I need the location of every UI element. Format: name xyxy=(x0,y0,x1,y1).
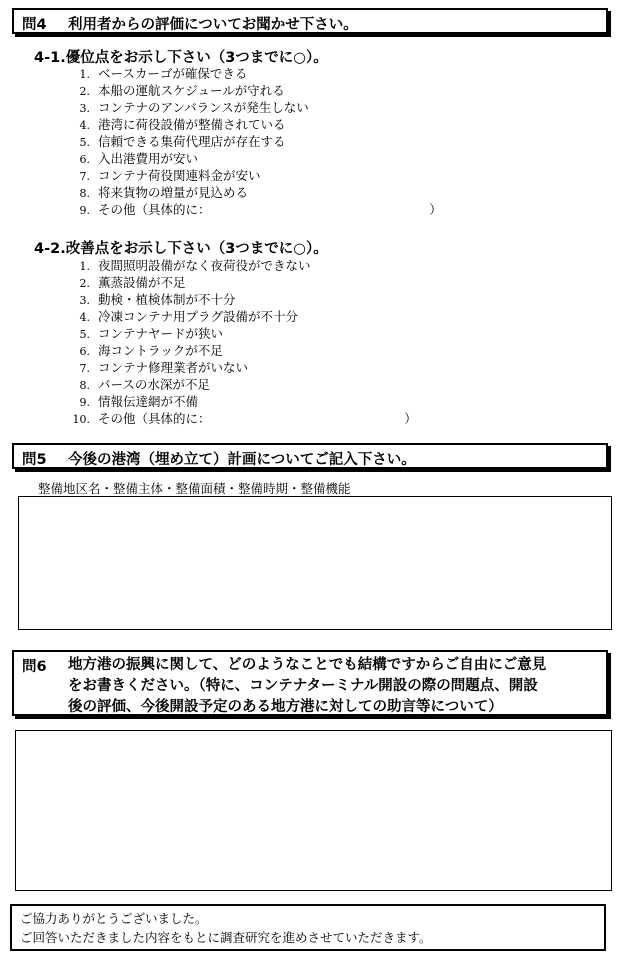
item-text: 薫蒸設備が不足 xyxy=(98,275,186,290)
list-item[interactable] xyxy=(60,410,417,427)
item-text: コンテナのアンバランスが発生しない xyxy=(98,100,309,115)
question-line: をお書きください。（特に、コンテナターミナル開設の際の問題点、開設 xyxy=(68,678,538,694)
free-opinion-answer-box[interactable] xyxy=(15,730,612,891)
subquestion-4-2-heading: 4-2.改善点をお示し下さい（3つまでに○）。 xyxy=(34,241,328,257)
list-item[interactable] xyxy=(60,184,442,201)
closing-line: ご協力ありがとうございました。 xyxy=(20,911,208,926)
list-item[interactable] xyxy=(60,201,442,218)
item-text: 動検・植検体制が不十分 xyxy=(98,292,236,307)
item-text: 将来貨物の増量が見込める xyxy=(98,185,249,200)
answer-field-label: 整備地区名・整備主体・整備面積・整備時期・整備機能 xyxy=(38,481,351,496)
subquestion-4-1-heading: 4-1.優位点をお示し下さい（3つまでに○）。 xyxy=(34,50,328,66)
item-number: 9. xyxy=(79,204,90,217)
item-number: 1. xyxy=(79,260,90,273)
list-item[interactable] xyxy=(60,116,442,133)
list-item[interactable] xyxy=(60,65,442,82)
item-text: コンテナ荷役関連料金が安い xyxy=(98,168,261,183)
item-number: 4. xyxy=(79,119,90,132)
item-number: 8. xyxy=(79,187,90,200)
item-text: 冷凍コンテナ用プラグ設備が不十分 xyxy=(98,309,299,324)
list-item[interactable] xyxy=(60,150,442,167)
item-number: 3. xyxy=(79,294,90,307)
question-line: 後の評価、今後開設予定のある地方港に対しての助言等について） xyxy=(68,699,503,715)
item-number: 5. xyxy=(79,328,90,341)
item-text: 情報伝達網が不備 xyxy=(98,394,199,409)
item-number: 6. xyxy=(79,153,90,166)
port-plan-answer-box[interactable] xyxy=(18,496,612,630)
item-number: 10. xyxy=(72,413,90,426)
closing-note xyxy=(10,904,606,951)
item-text: 港湾に荷役設備が整備されている xyxy=(98,117,286,132)
item-text: 海コントラックが不足 xyxy=(98,343,223,358)
list-item[interactable] xyxy=(60,82,442,99)
item-text: 信頼できる集荷代理店が存在する xyxy=(98,134,286,149)
item-text: バースの水深が不足 xyxy=(98,377,210,392)
item-number: 5. xyxy=(79,136,90,149)
list-item[interactable] xyxy=(60,359,417,376)
closing-line: ご回答いただきました内容をもとに調査研究を進めさせていただきます。 xyxy=(20,930,432,945)
list-item[interactable] xyxy=(60,99,442,116)
item-number: 9. xyxy=(79,396,90,409)
item-text: 本船の運航スケジュールが守れる xyxy=(98,83,285,98)
question-title: 今後の港湾（埋め立て）計画についてご記入下さい。 xyxy=(68,452,416,468)
question-text xyxy=(68,655,598,718)
question-line: 地方港の振興に関して、どのようなことでも結構ですからご自由にご意見 xyxy=(68,657,547,673)
item-number: 8. xyxy=(79,379,90,392)
question-number: 問4 xyxy=(22,17,47,33)
item-text: ベースカーゴが確保できる xyxy=(98,66,248,81)
list-item[interactable] xyxy=(60,167,442,184)
list-item[interactable] xyxy=(60,274,417,291)
list-item[interactable] xyxy=(60,308,417,325)
item-number: 2. xyxy=(79,277,90,290)
question-4-header xyxy=(12,8,608,34)
item-number: 2. xyxy=(79,85,90,98)
list-item[interactable] xyxy=(60,291,417,308)
list-item[interactable] xyxy=(60,342,417,359)
improvements-list xyxy=(60,257,417,427)
item-number: 6. xyxy=(79,345,90,358)
item-number: 7. xyxy=(79,170,90,183)
list-item[interactable] xyxy=(60,376,417,393)
item-text: コンテナ修理業者がいない xyxy=(98,360,249,375)
question-6-header xyxy=(12,650,608,716)
question-title: 利用者からの評価についてお聞かせ下さい。 xyxy=(68,17,358,33)
question-number: 問5 xyxy=(22,452,47,468)
item-number: 1. xyxy=(79,68,90,81)
item-text: コンテナヤードが狭い xyxy=(98,326,224,341)
item-number: 3. xyxy=(79,102,90,115)
item-text: 夜間照明設備がなく夜荷役ができない xyxy=(98,258,311,273)
item-text: 入出港費用が安い xyxy=(98,151,199,166)
question-number: 問6 xyxy=(22,659,47,675)
question-5-header xyxy=(12,443,608,469)
item-number: 4. xyxy=(79,311,90,324)
list-item[interactable] xyxy=(60,325,417,342)
item-number: 7. xyxy=(79,362,90,375)
list-item[interactable] xyxy=(60,133,442,150)
list-item[interactable] xyxy=(60,393,417,410)
advantages-list xyxy=(60,65,442,218)
item-text: その他（具体的に： ） xyxy=(98,411,417,426)
list-item[interactable] xyxy=(60,257,417,274)
item-text: その他（具体的に： ） xyxy=(98,202,442,217)
